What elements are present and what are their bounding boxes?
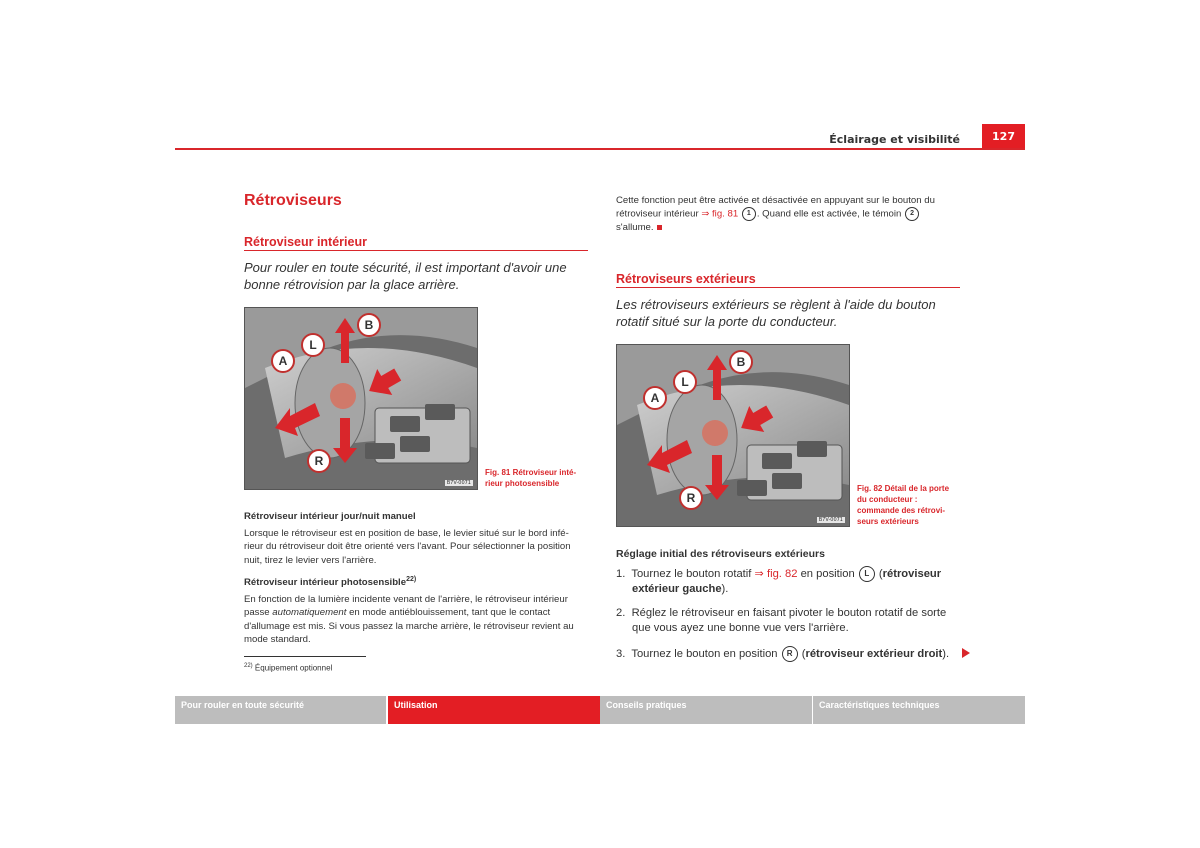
text-line: [616, 221, 966, 234]
intro-line: Les rétroviseurs extérieurs se règlent à l'aide du bouton: [616, 297, 936, 312]
callout-a: A: [650, 391, 660, 405]
subheading-text: Rétroviseur intérieur photosensible: [244, 577, 407, 589]
paragraph-photosensitive: [244, 593, 592, 646]
text-span: Tournez le bouton rotatif: [631, 567, 755, 580]
text-line: Lorsque le rétroviseur est en position de base, le levier situé sur le bord infé-: [244, 528, 569, 539]
subheading-manual: Rétroviseur intérieur jour/nuit manuel: [244, 511, 416, 522]
intro-line: bonne rétrovision par la glace arrière.: [244, 277, 460, 292]
text-span: ).: [942, 647, 950, 660]
text-span: passe: [244, 607, 273, 619]
caption-line: rieur photosensible: [485, 479, 560, 488]
figure-82: [616, 344, 850, 527]
text-line: [244, 606, 592, 619]
step-number: 1.: [616, 567, 626, 580]
caption-line: du conducteur :: [857, 495, 918, 504]
subheading-initial-setting: Réglage initial des rétroviseurs extérieurs: [616, 548, 825, 560]
subsection-rule: [244, 250, 588, 251]
text-line: que vous ayez une bonne vue vers l'arrière.: [632, 622, 849, 634]
subsection-title-exterior: Rétroviseurs extérieurs: [616, 272, 756, 286]
footnote: [244, 663, 332, 673]
text-line: [616, 606, 966, 621]
emphasis: rétroviseur extérieur droit: [805, 647, 943, 660]
text-line: mode standard.: [244, 633, 311, 645]
text-span: Réglez le rétroviseur en faisant pivoter le bouton rotatif de sorte: [631, 607, 947, 619]
paragraph-manual: [244, 527, 592, 567]
callout-a: A: [278, 354, 288, 368]
step-number: 2.: [616, 607, 626, 619]
nav-tab-technical[interactable]: Caractéristiques techniques: [813, 696, 1025, 724]
text-line: [616, 566, 966, 582]
continue-arrow-icon[interactable]: [962, 648, 970, 658]
page-number: 127: [982, 124, 1025, 149]
emphasis: extérieur gauche: [632, 583, 722, 595]
figure-81-caption: [485, 467, 576, 489]
figure-82-caption: [857, 483, 949, 527]
text-line: rieur du rétroviseur doit être orienté vers l'avant. Pour sélectionner la position: [244, 541, 571, 553]
text-span: (: [798, 647, 806, 660]
caption-line: Fig. 81 Rétroviseur inté-: [485, 468, 577, 477]
callout-ref: 2: [905, 207, 919, 221]
subheading-photosensitive: [244, 576, 416, 588]
footnote-text: Équipement optionnel: [254, 663, 333, 673]
intro-line: Pour rouler en toute sécurité, il est important d'avoir une: [244, 260, 567, 275]
caption-line: seurs extérieurs: [857, 517, 919, 526]
step-1: [616, 566, 966, 597]
step-3: [616, 646, 966, 662]
end-of-section-marker: [657, 225, 662, 230]
figure-81: [244, 307, 478, 490]
intro-text-interior: [244, 259, 567, 293]
text-line: nuit, tirez le levier vers l'arrière.: [244, 554, 377, 566]
emphasis: automatiquement: [272, 607, 347, 619]
step-number: 3.: [616, 647, 626, 660]
callout-b: B: [364, 318, 374, 332]
footnote-ref[interactable]: 22): [406, 576, 417, 583]
figure-code: B7V-0071: [818, 517, 843, 523]
nav-tab-tips[interactable]: Conseils pratiques: [600, 696, 812, 724]
figure-link[interactable]: ⇒ fig. 82: [754, 567, 798, 580]
subsection-title-interior: Rétroviseur intérieur: [244, 235, 367, 249]
step-2: [616, 606, 966, 636]
door-panel-illustration: [617, 345, 849, 526]
footnote-rule: [244, 656, 366, 657]
callout-l: L: [681, 375, 689, 389]
caption-line: commande des rétrovi-: [857, 506, 946, 515]
text-span: en mode antiéblouissement, tant que le contact: [346, 607, 551, 619]
intro-line: rotatif situé sur la porte du conducteur.: [616, 314, 838, 329]
callout-b: B: [736, 355, 746, 369]
callout-r: R: [314, 454, 324, 468]
text-span: (: [875, 567, 883, 580]
section-title: Rétroviseurs: [244, 192, 342, 209]
figure-link[interactable]: ⇒ fig. 81: [701, 208, 739, 220]
text-line: Cette fonction peut être activée et désactivée en appuyant sur le bouton du: [616, 195, 935, 206]
position-symbol: L: [859, 566, 875, 582]
subsection-rule: [616, 287, 960, 288]
text-span: ).: [721, 583, 729, 595]
caption-line: Fig. 82 Détail de la porte: [857, 484, 950, 493]
intro-text-exterior: [616, 296, 936, 330]
text-line: [616, 582, 966, 597]
text-line: d'allumage est mis. Si vous passez la marche arrière, le rétroviseur revient au: [244, 620, 574, 632]
text-line: [616, 646, 966, 662]
paragraph-activation: [616, 194, 966, 235]
text-span: en position: [797, 567, 858, 580]
callout-l: L: [309, 338, 317, 352]
header-rule: [175, 148, 1025, 150]
text-span: . Quand elle est activée, le témoin: [756, 208, 905, 220]
footnote-marker: 22): [244, 663, 253, 669]
text-span: Tournez le bouton en position: [631, 647, 781, 660]
running-header-title: Éclairage et visibilité: [829, 133, 960, 146]
text-line: En fonction de la lumière incidente venant de l'arrière, le rétroviseur intérieur: [244, 594, 568, 605]
text-span: rétroviseur intérieur: [616, 208, 702, 220]
callout-ref: 1: [742, 207, 756, 221]
text-span: s'allume.: [616, 222, 654, 234]
nav-tab-operation[interactable]: Utilisation: [388, 696, 600, 724]
door-panel-illustration: [245, 308, 477, 489]
position-symbol: R: [782, 646, 798, 662]
text-line: [616, 207, 966, 221]
callout-r: R: [686, 491, 696, 505]
figure-code: B7V-0071: [446, 480, 471, 486]
emphasis: rétroviseur: [882, 567, 942, 580]
nav-tab-safety[interactable]: Pour rouler en toute sécurité: [175, 696, 386, 724]
